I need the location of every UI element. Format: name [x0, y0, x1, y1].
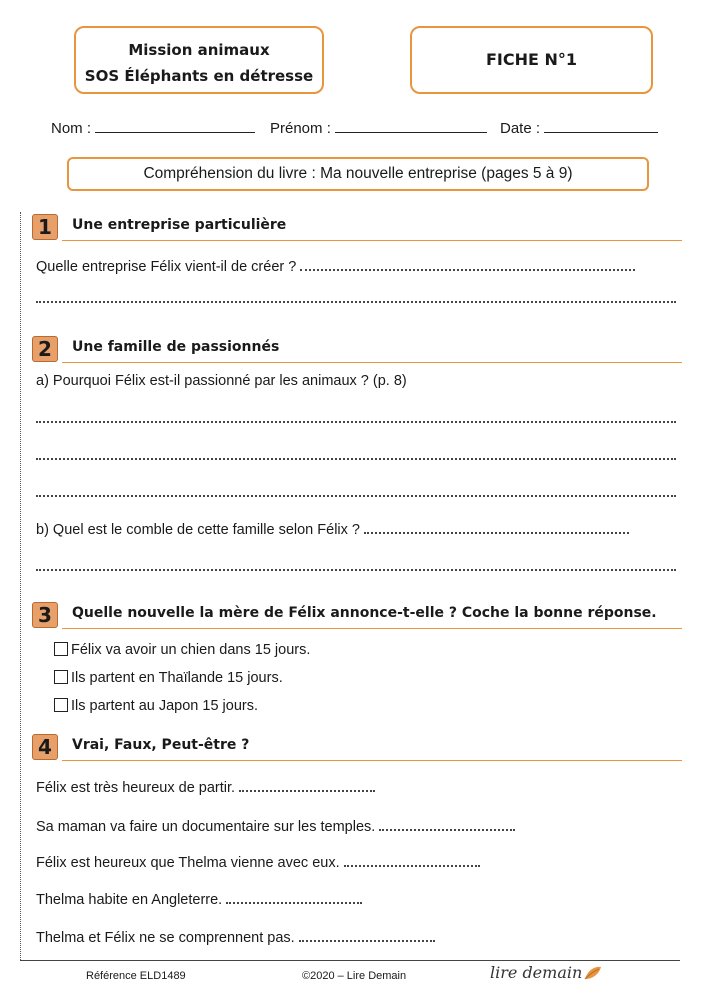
- s4-statement-5: [36, 930, 435, 946]
- title-box: [74, 26, 324, 94]
- section-3-header: [32, 602, 682, 632]
- s2a-answer-line-2[interactable]: [36, 456, 676, 460]
- s3-option-2[interactable]: [54, 670, 283, 686]
- s4-statement-4: [36, 892, 362, 908]
- s3-option-3[interactable]: [54, 698, 258, 714]
- logo-text: lire demain: [490, 963, 583, 982]
- section-1-title: Une entreprise particulière: [72, 217, 287, 233]
- checkbox[interactable]: [54, 642, 68, 656]
- section-2-rule: [62, 362, 682, 363]
- section-4-number: 4: [32, 734, 58, 760]
- s4-answer-line-2[interactable]: [379, 827, 515, 831]
- date-line[interactable]: [544, 119, 658, 133]
- title-line-1: Mission animaux: [128, 41, 270, 59]
- fiche-number: FICHE N°1: [485, 50, 578, 69]
- s1-question: [36, 259, 635, 275]
- s4-answer-line-5[interactable]: [299, 938, 435, 942]
- title-line-2: SOS Éléphants en détresse: [84, 67, 314, 85]
- checkbox[interactable]: [54, 670, 68, 684]
- s3-option-2-label: Ils partent en Thaïlande 15 jours.: [71, 670, 283, 686]
- s3-option-1-label: Félix va avoir un chien dans 15 jours.: [71, 642, 311, 658]
- section-1-header: [32, 214, 682, 244]
- s4-statement-4-text: Thelma habite en Angleterre.: [36, 892, 223, 908]
- footer-copyright: ©2020 – Lire Demain: [302, 970, 407, 982]
- s2-question-a: a) Pourquoi Félix est-il passionné par les animaux ? (p. 8): [36, 373, 407, 389]
- section-1-number: 1: [32, 214, 58, 240]
- comprehension-box: [67, 157, 649, 191]
- fiche-box: [410, 26, 653, 94]
- s1-answer-line[interactable]: [36, 299, 676, 303]
- s2b-answer-line-inline[interactable]: [364, 530, 629, 534]
- nom-line[interactable]: [95, 119, 255, 133]
- s4-statement-3: [36, 855, 480, 871]
- section-4-header: [32, 734, 682, 764]
- s4-answer-line-1[interactable]: [239, 788, 375, 792]
- section-1-rule: [62, 240, 682, 241]
- prenom-label: Prénom :: [270, 120, 331, 137]
- section-3-number: 3: [32, 602, 58, 628]
- s4-statement-2: [36, 819, 515, 835]
- s4-statement-5-text: Thelma et Félix ne se comprennent pas.: [36, 930, 295, 946]
- s3-option-3-label: Ils partent au Japon 15 jours.: [71, 698, 259, 714]
- s3-option-1[interactable]: [54, 642, 310, 658]
- date-field[interactable]: [500, 119, 658, 137]
- comprehension-title: Compréhension du livre : Ma nouvelle entreprise (pages 5 à 9): [143, 165, 573, 182]
- prenom-line[interactable]: [335, 119, 487, 133]
- nom-field[interactable]: [51, 119, 255, 137]
- section-2-header: [32, 336, 682, 366]
- s2b-answer-line[interactable]: [36, 567, 676, 571]
- s2-question-b: [36, 522, 629, 538]
- section-4-title: Vrai, Faux, Peut-être ?: [72, 737, 250, 753]
- s2a-answer-line-1[interactable]: [36, 419, 676, 423]
- section-3-rule: [62, 628, 682, 629]
- footer-reference: Référence ELD1489: [86, 970, 186, 982]
- nom-label: Nom :: [51, 120, 92, 137]
- s2-question-b-text: b) Quel est le comble de cette famille selon Félix ?: [36, 522, 360, 538]
- date-label: Date :: [500, 120, 541, 137]
- bottom-rule: [20, 960, 680, 961]
- leaf-icon: [584, 965, 602, 981]
- section-2-number: 2: [32, 336, 58, 362]
- s4-statement-1-text: Félix est très heureux de partir.: [36, 780, 236, 796]
- logo: [490, 963, 602, 982]
- section-3-title: Quelle nouvelle la mère de Félix annonce-t-elle ? Coche la bonne réponse.: [72, 605, 657, 621]
- s4-statement-2-text: Sa maman va faire un documentaire sur les temples.: [36, 819, 376, 835]
- margin-line: [20, 212, 21, 960]
- section-4-rule: [62, 760, 682, 761]
- s2a-answer-line-3[interactable]: [36, 493, 676, 497]
- prenom-field[interactable]: [270, 119, 487, 137]
- checkbox[interactable]: [54, 698, 68, 712]
- s4-answer-line-4[interactable]: [226, 900, 362, 904]
- s4-statement-3-text: Félix est heureux que Thelma vienne avec eux.: [36, 855, 340, 871]
- s4-answer-line-3[interactable]: [344, 863, 480, 867]
- s1-answer-line-inline[interactable]: [300, 267, 635, 271]
- s1-question-text: Quelle entreprise Félix vient-il de créer ?: [36, 259, 297, 275]
- section-2-title: Une famille de passionnés: [72, 339, 280, 355]
- s4-statement-1: [36, 780, 375, 796]
